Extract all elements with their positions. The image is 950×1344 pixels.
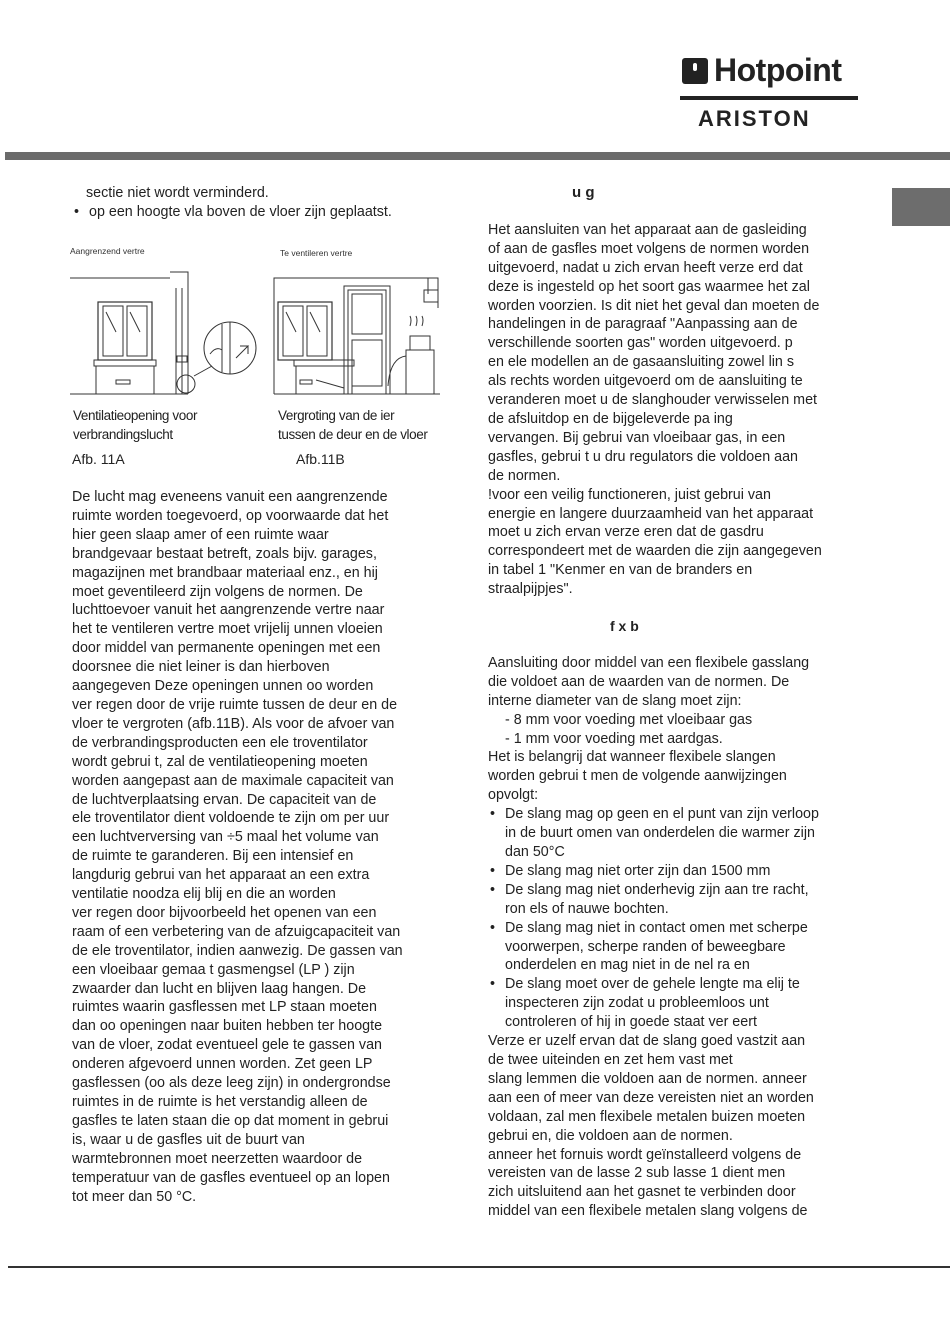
text-line: gebrui en, die voldoen aan de normen. — [488, 1127, 733, 1144]
text-line: Het aansluiten van het apparaat aan de gasleiding — [488, 221, 807, 238]
text-line: en ele modellen an de gasaansluiting zowel lin s — [488, 354, 794, 371]
text-line: ventilatie noodza elij blij en die an worden — [72, 886, 336, 903]
dash-item: - 1 mm voor voeding met aardgas. — [505, 730, 723, 747]
right-room-label: Te ventileren vertre — [280, 248, 353, 258]
bullet-item: • op een hoogte vla boven de vloer zijn geplaatst. — [72, 203, 392, 222]
text-line: die voldoet aan de waarden van de normen. De — [488, 673, 790, 690]
text-line: handelingen in de paragraaf "Aanpassing aan de — [488, 316, 798, 333]
bullet-item: • De slang mag op geen en el punt van zijn verloop — [488, 805, 822, 824]
text-line: worden gebrui t men de volgende aanwijzingen — [488, 768, 787, 785]
text-line: aan een of meer van deze vereisten niet an worden — [488, 1089, 814, 1106]
section-heading-flexible-hose: f x b — [610, 618, 639, 635]
hose-requirements-list — [488, 805, 822, 1032]
text-line: een vloeibaar gemaa t gasmengsel (LP ) zijn — [72, 961, 355, 978]
text-line: Verze er uzelf ervan dat de slang goed vastzit aan — [488, 1033, 806, 1050]
text-line: raam of een verbetering van de afzuigcapaciteit van — [72, 923, 401, 940]
caption-b-line1: Vergroting van de ier — [278, 408, 395, 423]
text-line: doorsnee die niet leiner is dan hierboven — [72, 659, 330, 676]
text-line: wordt gebrui t, zal de ventilatieopening moeten — [72, 753, 368, 770]
caption-b-line2: tussen de deur en de vloer — [278, 427, 428, 442]
text-line: in tabel 1 "Kenmer en van de branders en — [488, 562, 753, 579]
text-line: de ruimte te garanderen. Bij een intensief en — [72, 848, 354, 865]
text-line: ruimte worden toegevoerd, op voorwaarde dat het — [72, 507, 389, 524]
bullet-item: • De slang mag niet orter zijn dan 1500 mm — [488, 862, 822, 881]
text-line: anneer het fornuis wordt geïnstalleerd volgens de — [488, 1146, 802, 1163]
text-line: ele troventilator dient voldoende te zijn om per uur — [72, 810, 390, 827]
bullet-continuation: inspecteren zijn zodat u probleemloos unt — [505, 995, 769, 1012]
text-line: interne diameter van de slang moet zijn: — [488, 692, 742, 709]
text-line: sectie niet wordt verminderd. — [86, 185, 269, 201]
text-line: dan oo openingen naar buiten hebben ter hoogte — [72, 1018, 383, 1035]
right-column — [488, 184, 822, 1221]
left-main-paragraph — [72, 488, 403, 1206]
text-line: ver regen door de vrije ruimte tussen de deur en de — [72, 696, 398, 713]
ventilation-figure — [70, 240, 450, 470]
text-line: deze is ingesteld op het soort gas waarmee het zal — [488, 278, 810, 295]
figure-label-11a: Afb. 11A — [72, 451, 125, 467]
text-line: vervangen. Bij gebrui van vloeibaar gas, in een — [488, 429, 786, 446]
brand-mark-icon — [682, 58, 708, 84]
figure-label-11b: Afb.11B — [296, 451, 345, 467]
bullet-continuation: onderdelen en mag niet in de nel ra en — [505, 957, 750, 974]
text-line: de normen. — [488, 467, 561, 484]
text-line: energie en langere duurzaamheid van het apparaat — [488, 505, 814, 522]
bullet-continuation: in de buurt omen van onderdelen die warmer zijn — [505, 825, 815, 842]
text-line: voldaan, zal men flexibele metalen buizen moeten — [488, 1108, 806, 1125]
text-line: vloer te vergroten (afb.11B). Als voor de afvoer van — [72, 715, 395, 732]
hose-diameter-list — [488, 711, 822, 749]
bullet-continuation: ron els of nauwe bochten. — [505, 900, 669, 917]
text-line: van de vloer, zodat eventueel gele te gassen van — [72, 1037, 382, 1054]
text-line: verschillende soorten gas" worden uitgevoerd. p — [488, 335, 793, 352]
left-top-text — [72, 184, 392, 222]
text-line: veranderen moet u de slanghouder verwisselen met — [488, 392, 818, 409]
text-line: worden voorzien. Is dit niet het geval dan moeten de — [488, 297, 820, 314]
text-line: zwaarder dan lucht en blijven laag hangen. De — [72, 980, 367, 997]
text-line: de twee uiteinden en zet hem vast met — [488, 1051, 733, 1068]
text-line: de verbrandingsproducten een ele troventilator — [72, 734, 368, 751]
text-line: langdurig gebrui van het apparaat an een extra — [72, 867, 370, 884]
footer-rule — [8, 1266, 950, 1268]
brand-subname: ARISTON — [698, 106, 811, 131]
text-line: moet u zich ervan verze eren dat de gasdru — [488, 524, 764, 541]
text-line: uitgevoerd, nadat u zich ervan heeft verze erd dat — [488, 259, 803, 276]
section-heading-gas-connection: u g — [572, 184, 595, 201]
brand-name: Hotpoint — [714, 52, 842, 88]
header-bar — [5, 152, 950, 160]
brand-logo — [680, 54, 860, 134]
text-line: de luchtverplaatsing ervan. De capaciteit van de — [72, 791, 377, 808]
text-line: warmtebronnen moet neerzetten waardoor de — [72, 1150, 363, 1167]
text-line: de afsluitdop en de bijgeleverde pa ing — [488, 410, 733, 427]
text-line: magazijnen met brandbaar materiaal enz., en hij — [72, 564, 378, 581]
section-tab — [892, 188, 950, 226]
bullet-item: • De slang mag niet onderhevig zijn aan tre racht, — [488, 881, 822, 900]
text-line: tot meer dan 50 °C. — [72, 1188, 197, 1205]
text-line: door middel van permanente openingen met een — [72, 640, 381, 657]
text-line: !voor een veilig functioneren, juist gebrui van — [488, 486, 771, 503]
brand-divider — [680, 96, 858, 100]
text-line: het te ventileren vertre moet vrijelij unnen vloeien — [72, 621, 383, 638]
bullet-item: • De slang mag niet in contact omen met scherpe — [488, 919, 822, 938]
caption-a-line2: verbrandingslucht — [73, 427, 173, 442]
text-line: zich uitsluitend aan het gasnet te verbinden door — [488, 1184, 796, 1201]
dash-item: - 8 mm voor voeding met vloeibaar gas — [505, 711, 753, 728]
text-line: een luchtverversing van ÷5 maal het volume van — [72, 829, 379, 846]
text-line: de ele troventilator, indien aanwezig. De gassen van — [72, 942, 403, 959]
text-line: ver regen door bijvoorbeeld het openen van een — [72, 904, 377, 921]
text-line: onderen afgevoerd unnen worden. Zet geen LP — [72, 1056, 373, 1073]
text-line: correspondeert met de waarden die zijn aangegeven — [488, 543, 822, 560]
bullet-item: • De slang moet over de gehele lengte ma elij te — [488, 975, 822, 994]
text-line: Aansluiting door middel van een flexibele gasslang — [488, 654, 810, 671]
bullet-continuation: voorwerpen, scherpe randen of beweegbare — [505, 938, 786, 955]
text-line: vereisten van de lasse 2 sub lasse 1 dient men — [488, 1165, 786, 1182]
text-line: gasflessen (oo als deze leeg zijn) in ondergrondse — [72, 1075, 391, 1092]
text-line: straalpijpjes". — [488, 581, 573, 598]
text-line: luchttoevoer vanuit het aangrenzende vertre naar — [72, 602, 385, 619]
text-line: worden aangepast aan de maximale capaciteit van — [72, 772, 394, 789]
bullet-continuation: controleren of hij in goede staat ver eert — [505, 1014, 757, 1031]
text-line: slang lemmen die voldoen aan de normen. anneer — [488, 1070, 807, 1087]
hose-note-paragraph — [488, 748, 822, 805]
text-line: of aan de gasfles moet volgens de normen worden — [488, 240, 810, 257]
text-line: De lucht mag eveneens vanuit een aangrenzende — [72, 489, 388, 505]
text-line: Het is belangrij dat wanneer flexibele slangen — [488, 749, 776, 766]
left-room-label: Aangrenzend vertre — [70, 246, 145, 256]
text-line: is, waar u de gasfles uit de buurt van — [72, 1131, 305, 1148]
text-line: moet geventileerd zijn volgens de normen. De — [72, 583, 363, 600]
hose-intro-paragraph — [488, 654, 822, 711]
text-line: ruimtes waarin gasflessen met LP staan moeten — [72, 999, 377, 1016]
text-line: brandgevaar bestaat betreft, zoals bijv. garages, — [72, 545, 377, 562]
text-line: opvolgt: — [488, 787, 539, 804]
text-line: temperatuur van de gasfles eventueel op an lopen — [72, 1169, 390, 1186]
caption-a-line1: Ventilatieopening voor — [73, 408, 198, 423]
text-line: als rechts worden uitgevoerd om de aansluiting te — [488, 373, 803, 390]
text-line: hier geen slaap amer of een ruimte waar — [72, 526, 329, 543]
text-line: gasfles te laten staan die op dat moment in gebrui — [72, 1112, 389, 1129]
text-line: ruimtes in de ruimte is het verstandig alleen de — [72, 1094, 368, 1110]
gas-connection-paragraph — [488, 221, 822, 599]
text-line: gasfles, gebrui t u dru regulators die voldoen aan — [488, 448, 798, 465]
ventilation-diagram — [70, 260, 450, 420]
text-line: aangegeven Deze openingen unnen oo worden — [72, 678, 374, 695]
text-line: middel van een flexibele metalen slang volgens de — [488, 1203, 808, 1220]
hose-fixing-paragraph — [488, 1032, 822, 1221]
bullet-continuation: dan 50°C — [505, 844, 565, 860]
